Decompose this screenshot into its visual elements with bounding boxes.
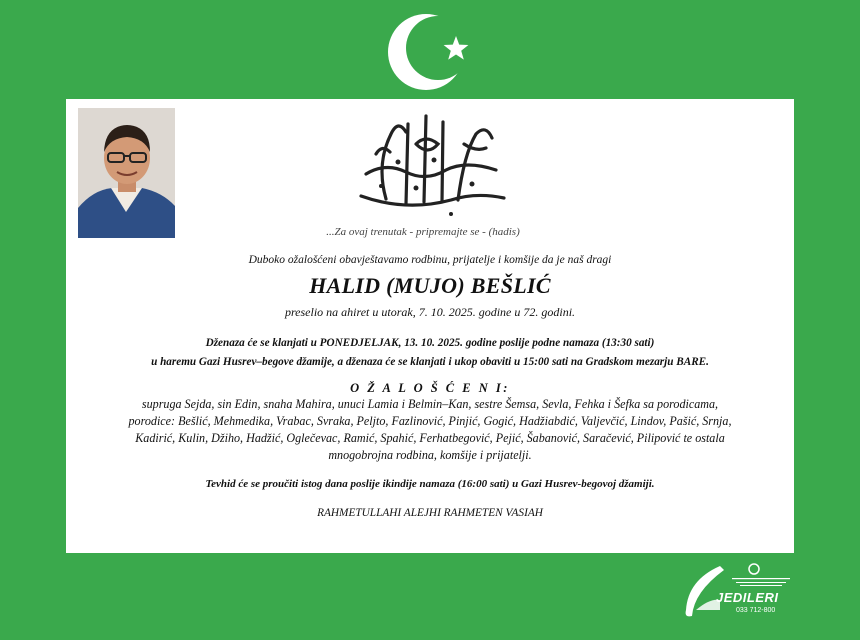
mourners-line-1: supruga Sejda, sin Edin, snaha Mahira, unuci Lamia i Belmin–Kan, sestre Šemsa, Sevla, Fehka i Šefka sa porodicama, [141, 397, 719, 411]
obituary-card [66, 99, 794, 553]
logo-name: JEDILERI [716, 590, 779, 605]
arabic-calligraphy [346, 104, 516, 222]
mourners-line-4: mnogobrojna rodbina, komšije i prijatelji. [328, 448, 532, 462]
mourners-heading: O Ž A L O Š Ć E N I: [350, 381, 510, 395]
death-notice: preselio na ahiret u utorak, 7. 10. 2025. godine u 72. godini. [284, 305, 576, 319]
tevhid-notice: Tevhid će se proučiti istog dana poslije ikindije namaza (16:00 sati) u Gazi Husrev-begovoj džamiji. [205, 478, 655, 490]
funeral-line-2: u haremu Gazi Husrev–begove džamije, a dženaza će se klanjati i ukop obaviti u 15:00 sati na Gradskom mezarju BARE. [151, 356, 709, 368]
mourners-line-2: porodice: Bešlić, Mehmedika, Vrabac, Svraka, Peljto, Fazlinović, Pinjić, Gogić, Hadžiabdić, Valjevčić, Lindov, Pašić, Srnja, [128, 414, 732, 428]
hadith-quote: ...Za ovaj trenutak - pripremajte se - (hadis) [326, 226, 520, 238]
logo-phone: 033 712-800 [736, 607, 776, 614]
crescent-star-icon [386, 10, 476, 94]
mourners-line-3: Kadirić, Kulin, Džiho, Hadžić, Oglečevac, Ramić, Spahić, Ferhatbegović, Pejić, Šabanović, Saračević, Pilipović te ostala [135, 431, 725, 445]
deceased-portrait [78, 108, 175, 238]
closing-prayer: RAHMETULLAHI ALEJHI RAHMETEN VASIAH [317, 507, 543, 519]
intro-text: Duboko ožalošćeni obavještavamo rodbinu, prijatelje i komšije da je naš dragi [248, 254, 612, 266]
funeral-line-1: Dženaza će se klanjati u PONEDJELJAK, 13. 10. 2025. godine poslije podne namaza (13:30 sati) [205, 337, 655, 349]
obituary-text [66, 254, 794, 519]
deceased-name: HALID (MUJO) BEŠLIĆ [309, 273, 551, 298]
